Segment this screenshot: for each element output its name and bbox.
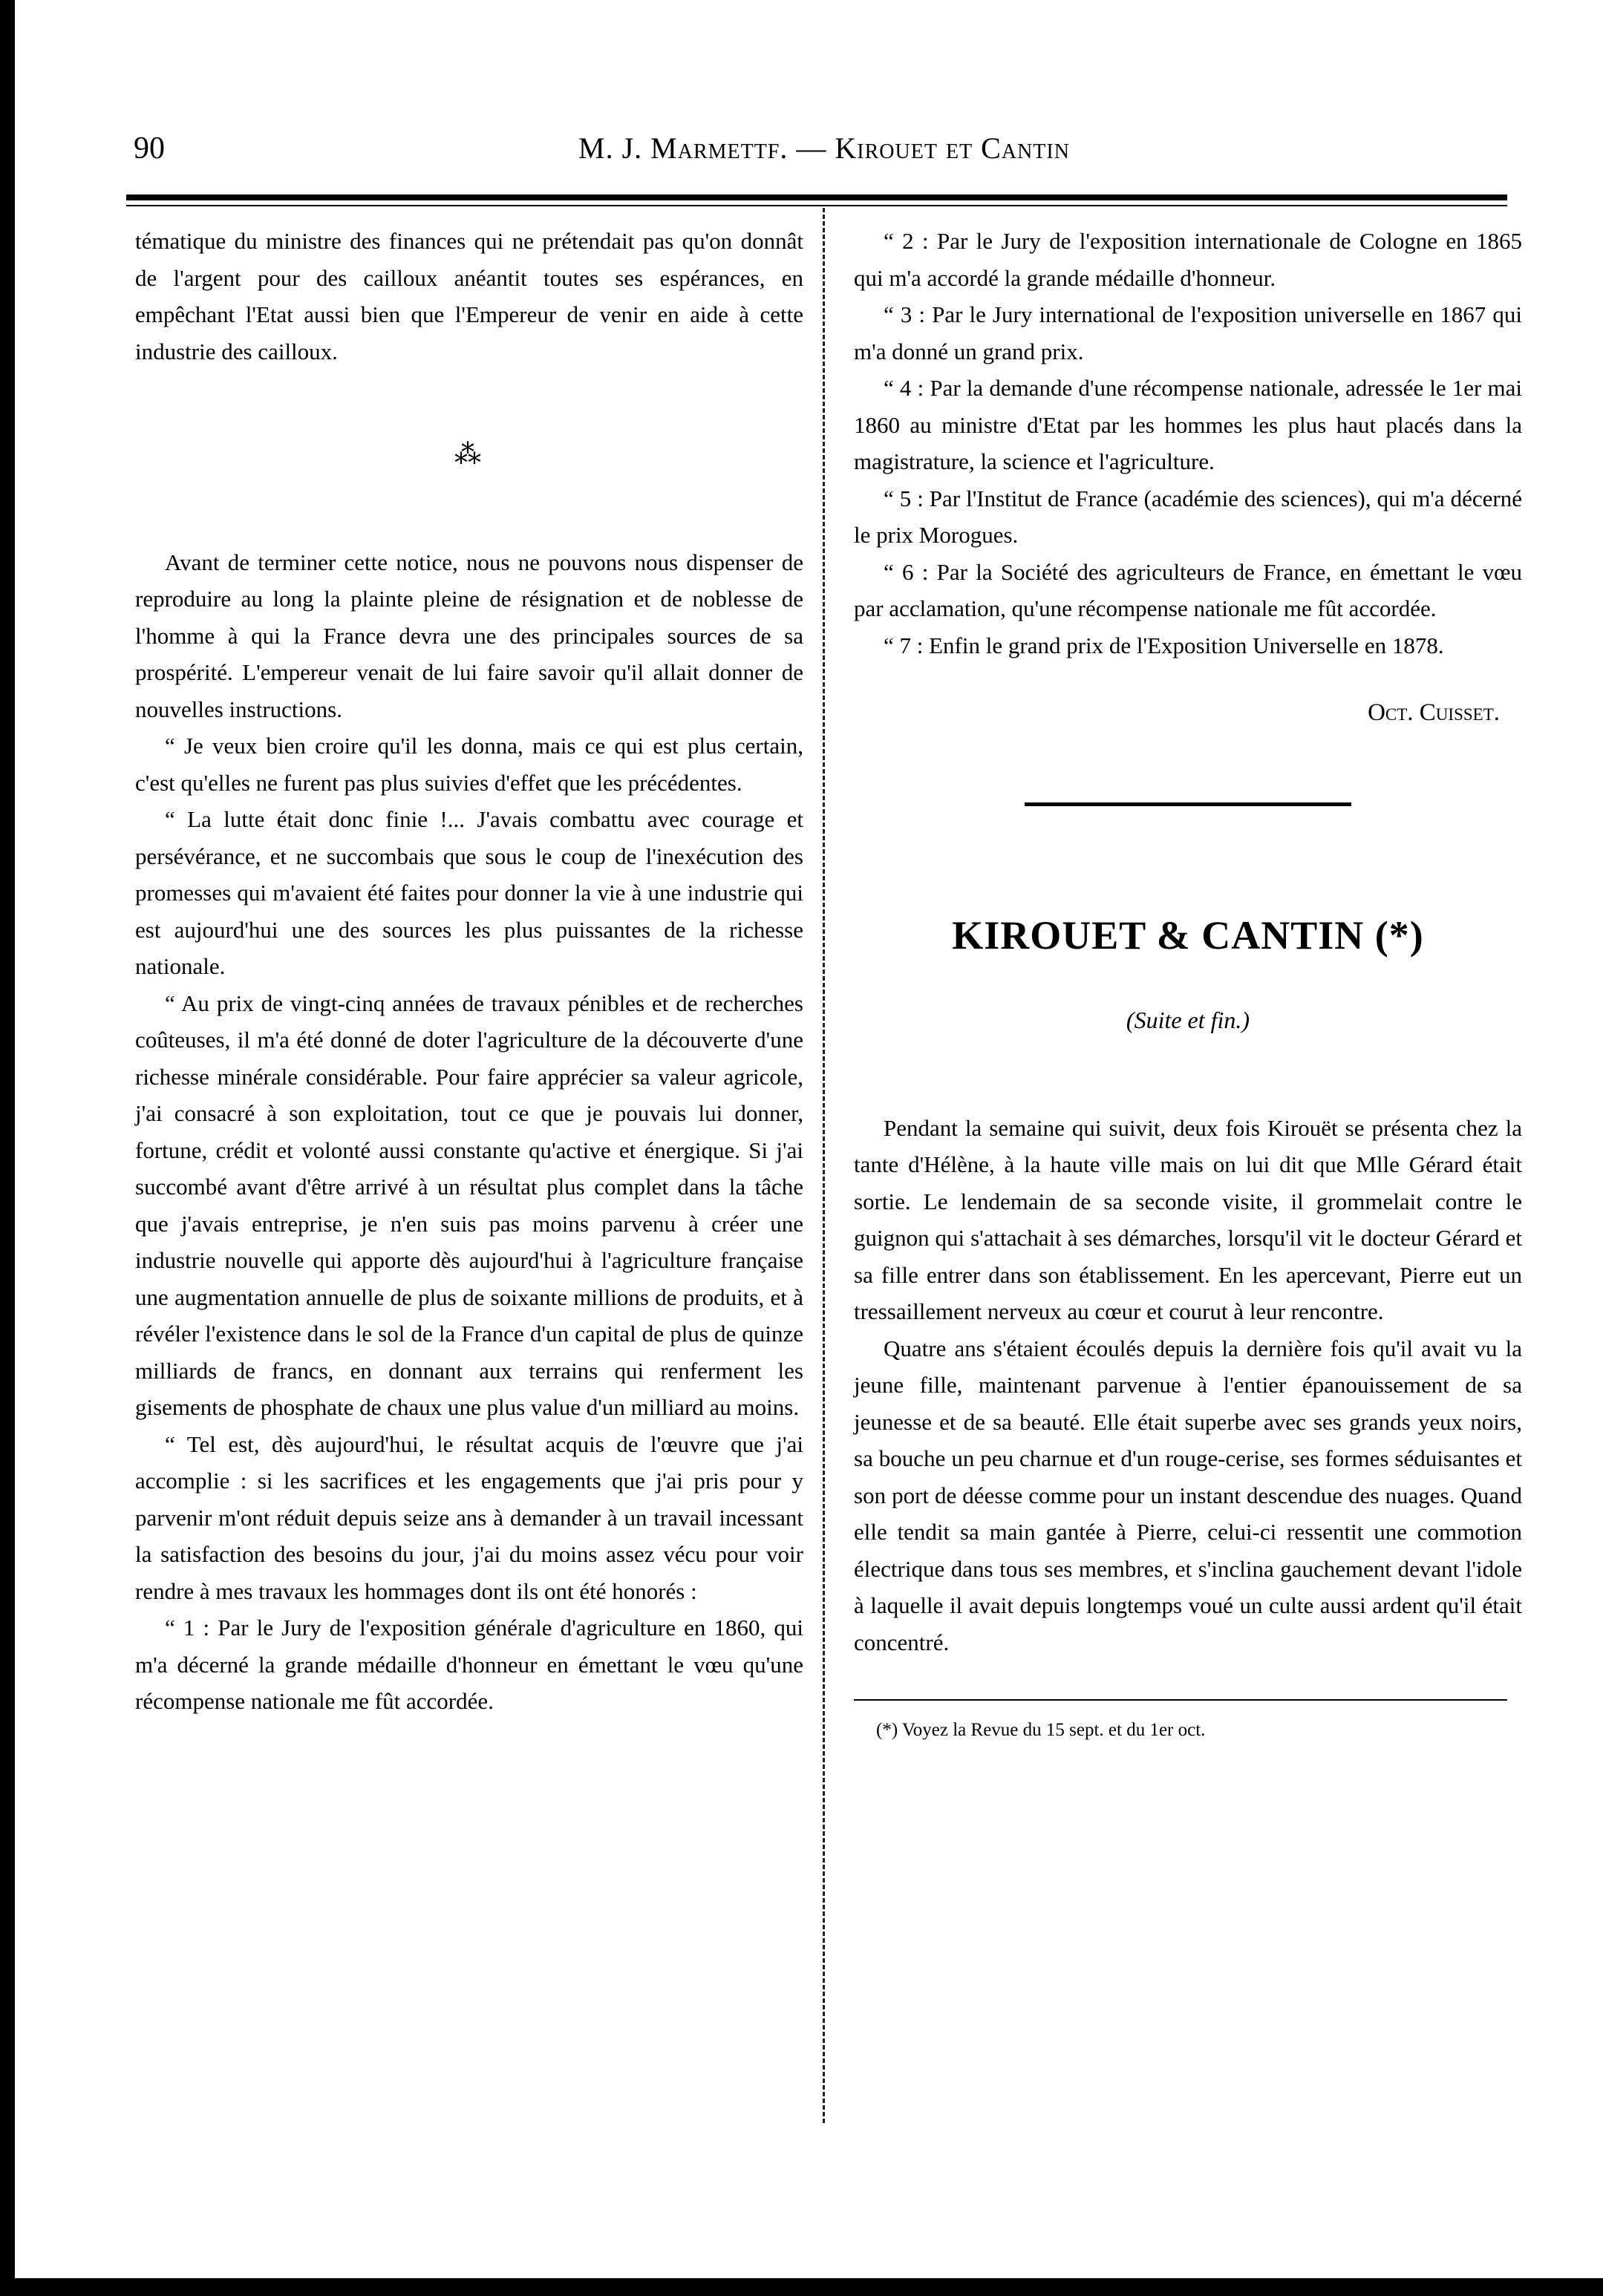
left-column [135,223,803,1720]
paragraph: “ Tel est, dès aujourd'hui, le résultat acquis de l'œuvre que j'ai accomplie : si les sacrifices et les engagements que j'ai pris pour y parvenir m'ont réduit depuis seize ans à demander à un travail incessant la satisfaction des besoins du jour, j'ai du moins assez vécu pour voir rendre à mes travaux les hommages dont ils ont été honorés : [135,1430,803,1604]
paragraph: Quatre ans s'étaient écoulés depuis la dernière fois qu'il avait vu la jeune fille, maintenant parvenue à l'entier épanouissement de sa jeunesse et de sa beauté. Elle était superbe avec ses grands yeux noirs, sa bouche un peu charnue et d'un rouge-cerise, ses formes séduisantes et son port de déesse comme pour un instant descendue des nuages. Quand elle tendit sa main gantée à Pierre, celui-ci ressentit une commotion électrique dans tous ses membres, et s'inclina gauchement devant l'idole à laquelle il avait depuis longtemps voué un culte aussi ardent qu'il était concentré. [854,1335,1522,1655]
footnote-rule [854,1699,1507,1701]
section-separator-asterism: ⁂ [454,439,484,469]
paragraph: “ La lutte était donc finie !... J'avais combattu avec courage et persévérance, et ne succombais que sous le coup de l'inexécution des promesses qui m'avaient été faites pour donner la vie à une industrie qui est aujourd'hui une des sources les plus puissantes de la richesse nationale. [135,806,803,979]
article-subtitle: (Suite et fin.) [1126,1007,1250,1033]
column-divider [823,208,825,2123]
list-item: “ 4 : Par la demande d'une récompense nationale, adressée le 1er mai 1860 au ministre d'Etat par les hommes les plus haut placés dans la magistrature, la science et l'agriculture. [854,375,1522,474]
paragraph: Pendant la semaine qui suivit, deux fois Kirouët se présenta chez la tante d'Hélène, à la haute ville mais on lui dit que Mlle Gérard était sortie. Le lendemain de sa seconde visite, il grommelait contre le guignon qui s'attachait à ses démarches, lorsqu'il vit le docteur Gérard et sa fille entrer dans son établissement. En les apercevant, Pierre eut un tressaillement nerveux au cœur et courut à leur rencontre. [854,1114,1522,1324]
paragraph: “ 1 : Par le Jury de l'exposition générale d'agriculture en 1860, qui m'a décerné la grande médaille d'honneur en émettant le vœu qu'une récompense nationale me fût accordée. [135,1615,803,1714]
paragraph: “ Je veux bien croire qu'il les donna, mais ce qui est plus certain, c'est qu'elles ne furent pas plus suivies d'effet que les précédentes. [135,733,803,796]
paragraph: tématique du ministre des finances qui ne prétendait pas qu'on donnât de l'argent pour des cailloux anéantit toutes ses espérances, en empêchant l'Etat aussi bien que l'Empereur de venir en aide à cette industrie des cailloux. [135,228,803,364]
author-signature: Oct. Cuisset. [1368,699,1500,726]
paragraph: Avant de terminer cette notice, nous ne pouvons nous dispenser de reproduire au long la plainte pleine de résignation et de noblesse de l'homme à qui la France devra une des principales sources de sa prospérité. L'empereur venait de lui faire savoir qu'il allait donner de nouvelles instructions. [135,549,803,722]
header-rule [126,194,1507,200]
footnote: (*) Voyez la Revue du 15 sept. et du 1er oct. [876,1720,1206,1740]
running-title: M. J. Marmettf. — Kirouet et Cantin [578,131,1070,165]
page-header [134,131,1515,175]
list-item: “ 2 : Par le Jury de l'exposition internationale de Cologne en 1865 qui m'a accordé la grande médaille d'honneur. [854,228,1522,291]
article-title: KIROUET & CANTIN (*) [952,912,1424,958]
paragraph: “ Au prix de vingt-cinq années de travaux pénibles et de recherches coûteuses, il m'a été donné de doter l'agriculture de la découverte d'une richesse minérale considérable. Pour faire apprécier sa valeur agricole, j'ai consacré à son exploitation, tout ce que je pouvais lui donner, fortune, crédit et volonté aussi constante qu'active et énergique. Si j'ai succombé avant d'être arrivé à un résultat plus complet dans la tâche que j'avais entreprise, je n'en suis pas moins parvenu à créer une industrie nouvelle qui apporte dès aujourd'hui à l'agriculture française une augmentation annuelle de plus de soixante millions de produits, et à révéler l'existence dans le sol de la France d'un capital de plus de quinze milliards de francs, en donnant aux terrains qui renferment les gisements de phosphate de chaux une plus value d'un milliard au moins. [135,990,803,1420]
list-item: “ 5 : Par l'Institut de France (académie des sciences), qui m'a décerné le prix Morogues. [854,485,1522,548]
list-item: “ 7 : Enfin le grand prix de l'Exposition Universelle en 1878. [884,632,1444,658]
right-column [854,223,1522,1745]
article-body [854,1110,1522,1661]
list-item: “ 6 : Par la Société des agriculteurs de France, en émettant le vœu par acclamation, qu'une récompense nationale me fût accordée. [854,558,1522,621]
scan-edge-bottom [0,2278,1603,2296]
section-rule [1025,802,1351,806]
list-item: “ 3 : Par le Jury international de l'exposition universelle en 1867 qui m'a donné un grand prix. [854,301,1522,364]
header-rule-thin [126,205,1507,206]
page-number: 90 [134,131,165,166]
scan-edge-left [0,0,15,2296]
